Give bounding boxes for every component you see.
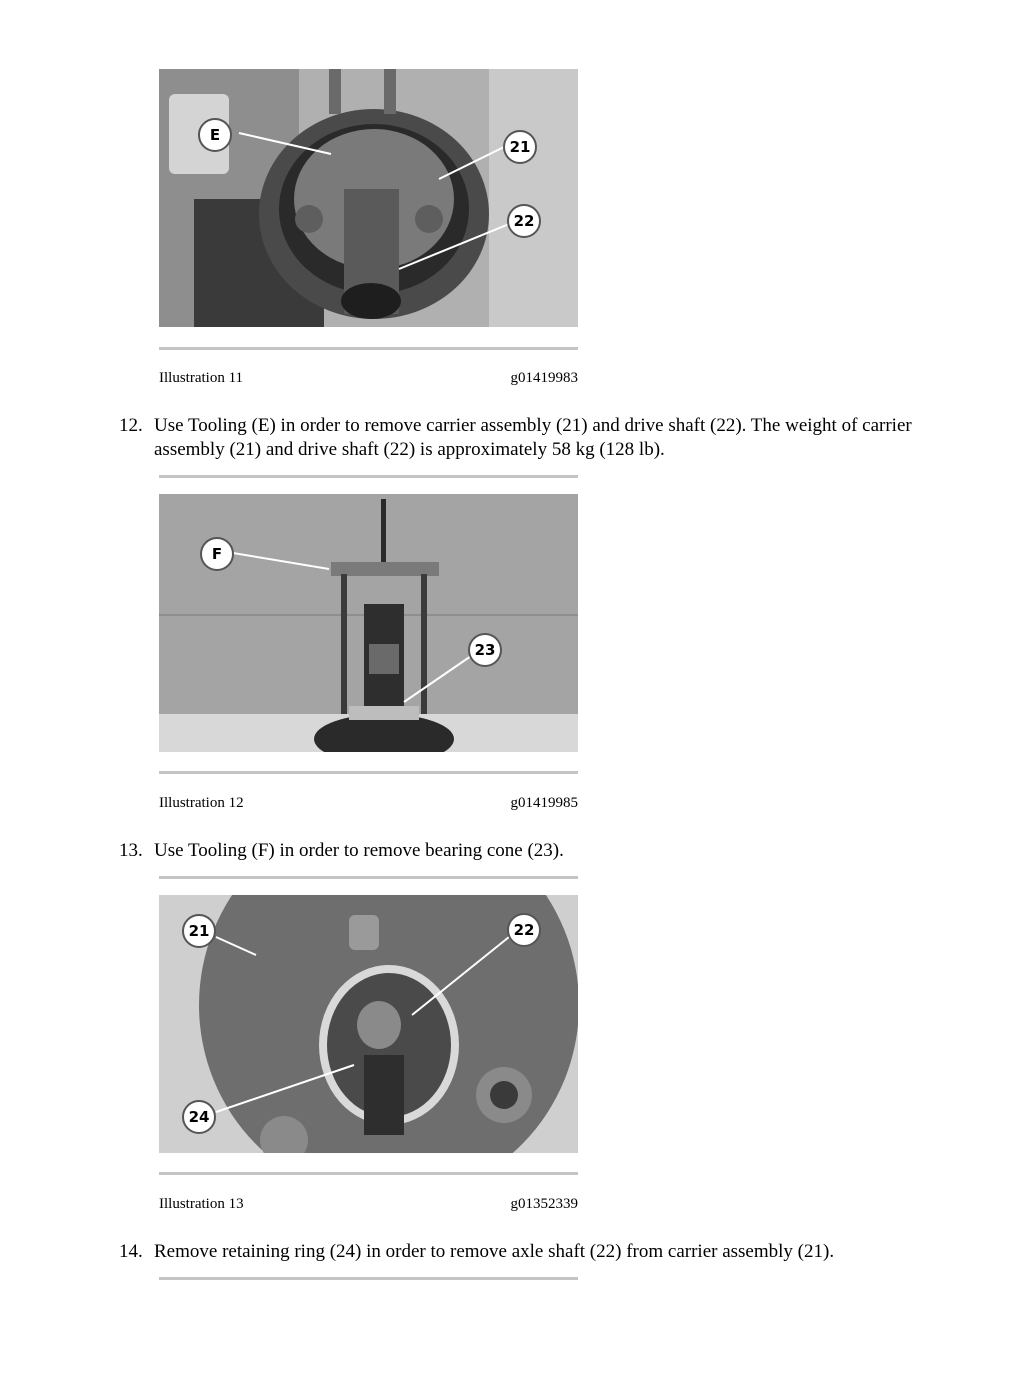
- illustration-11-id: g01419983: [510, 370, 578, 386]
- illustration-13-label: Illustration 13: [159, 1196, 244, 1212]
- callout-f: F: [200, 537, 234, 571]
- callout-24: 24: [182, 1100, 216, 1134]
- callout-22: 22: [507, 913, 541, 947]
- callout-21: 21: [503, 130, 537, 164]
- callout-e: E: [198, 118, 232, 152]
- callout-21: 21: [182, 914, 216, 948]
- step-13-text: Use Tooling (F) in order to remove bearing cone (23).: [154, 840, 564, 861]
- figure-rule: [159, 876, 578, 879]
- figure-rule: [159, 475, 578, 478]
- callout-23: 23: [468, 633, 502, 667]
- step-13-number: 13.: [119, 840, 143, 861]
- step-14-text: Remove retaining ring (24) in order to remove axle shaft (22) from carrier assembly (21).: [154, 1241, 835, 1262]
- callout-22: 22: [507, 204, 541, 238]
- illustration-11-label: Illustration 11: [159, 370, 244, 386]
- illustration-13-id: g01352339: [510, 1196, 578, 1212]
- step-12-text: Use Tooling (E) in order to remove carrier assembly (21) and drive shaft (22). The weight of carrier assembly (21) and drive shaft (22) is approximately 58 kg (128 lb).: [154, 415, 912, 460]
- caption-rule: [159, 347, 578, 350]
- figure-rule: [159, 1277, 578, 1280]
- illustration-12-photo: [159, 494, 578, 752]
- caption-rule: [159, 771, 578, 774]
- step-14-number: 14.: [119, 1241, 143, 1262]
- illustration-11-photo: [159, 69, 578, 327]
- step-12-number: 12.: [119, 415, 143, 436]
- illustration-12-id: g01419985: [510, 795, 578, 811]
- caption-rule: [159, 1172, 578, 1175]
- illustration-12-label: Illustration 12: [159, 795, 244, 811]
